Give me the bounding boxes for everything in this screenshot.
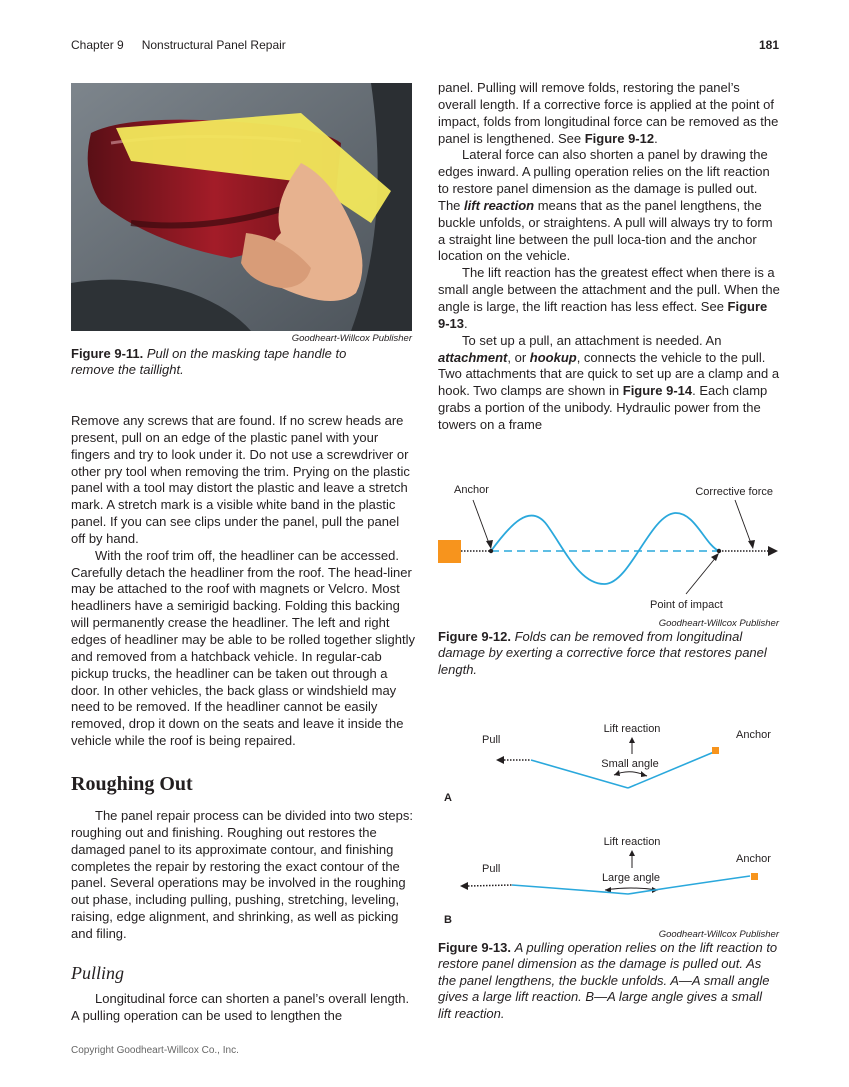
pull-chain <box>468 885 512 886</box>
figure-label: Figure 9-13. <box>438 940 511 955</box>
paragraph: panel. Pulling will remove folds, restoring the panel’s overall length. If a corrective force is applied at the point of impact, folds from longitudinal force can be removed as the panel is lengthened. See Figure 9-12. <box>438 80 779 146</box>
left-column-text <box>71 808 416 943</box>
anchor-block <box>712 747 719 754</box>
paragraph: The panel repair process can be divided into two steps: roughing out and finishing. Roughing out restores the damaged panel to its approximate contour, and finishing completes the repair by restoring the exact contour of the panel. Several operations may be involved in the roughing out phase, including pulling, pushing, stretching, leveling, raising, edge alignment, and shrinking, as well as picking and filing. <box>71 808 413 941</box>
figure-caption-text: Pull on the masking tape handle to remove the taillight. <box>71 346 347 378</box>
taillight-photo <box>71 83 412 331</box>
lift-reaction-label: Lift reaction <box>603 723 661 735</box>
running-header <box>71 38 286 52</box>
point-of-impact-label: Point of impact <box>650 599 723 611</box>
figure-label: Figure 9-12. <box>438 629 511 644</box>
figure-reference: Figure 9-12 <box>584 130 655 146</box>
lift-reaction-label: Lift reaction <box>603 836 661 848</box>
part-letter: B <box>444 914 452 926</box>
key-term: lift reaction <box>464 197 535 213</box>
figure-caption-text: Folds can be removed from longitudinal damage by exerting a corrective force that restores panel length. <box>438 629 767 677</box>
anchor-block <box>438 540 461 563</box>
pull-arrow-head <box>768 546 778 556</box>
chapter-number: Chapter 9 <box>71 38 124 52</box>
left-column-text <box>71 991 416 1025</box>
angle-arc <box>605 888 658 890</box>
angle-label: Small angle <box>601 758 659 770</box>
paragraph: The lift reaction has the greatest effect when there is a small angle between the attachment and the pull. When the angle is large, the lift reaction has less effect. See Figure 9-13. <box>438 265 780 331</box>
figure-caption-text: A pulling operation relies on the lift reaction to restore panel dimension as the damage is pulled out. As the panel lengthens, the buckle unfolds. A—A small angle gives a large lift reaction. B—A large angle gives a small lift reaction. <box>438 940 778 1021</box>
anchor-block <box>751 873 758 880</box>
right-column-text <box>438 80 780 434</box>
lift-reaction-diagram <box>430 718 790 943</box>
figure-credit: Goodheart-Willcox Publisher <box>658 929 779 940</box>
subsection-heading: Pulling <box>71 963 124 983</box>
key-term: hookup <box>529 349 577 365</box>
section-heading: Roughing Out <box>71 773 193 795</box>
paragraph: To set up a pull, an attachment is needed. An attachment, or hookup, connects the vehicle to the pull. Two attachments that are quick to set up are a clamp and a hook. Two clamps are shown in Figure 9-14. Each clamp grabs a portion of the unibody. Hydraulic power from the towers on a frame <box>438 332 780 432</box>
anchor-label: Anchor <box>736 853 771 865</box>
anchor-point <box>489 549 493 553</box>
pull-label: Pull <box>482 863 501 875</box>
figure-credit: Goodheart-Willcox Publisher <box>291 333 412 344</box>
anchor-label: Anchor <box>454 484 489 496</box>
figure-reference: Figure 9-13 <box>438 298 768 331</box>
left-column-text <box>71 413 416 750</box>
copyright-footer: Copyright Goodheart-Willcox Co., Inc. <box>71 1045 239 1056</box>
angle-label: Large angle <box>601 872 661 884</box>
paragraph: Longitudinal force can shorten a panel’s overall length. A pulling operation can be used to lengthen the <box>71 991 410 1023</box>
paragraph: Remove any screws that are found. If no screw heads are present, pull on an edge of the plastic panel with your fingers and try to look under it. Do not use a screwdriver or other pry tool when removing the trim. Prying on the plastic panel with a tool may distort the plastic and leave a stretch mark. A stretch mark is a visible white band in the plastic panel. If you can see clips under the panel, pull the panel off by hand. <box>71 413 410 546</box>
page-number: 181 <box>758 38 779 52</box>
part-letter: A <box>444 792 452 804</box>
anchor-label: Anchor <box>736 729 771 741</box>
paragraph: Lateral force can also shorten a panel by drawing the edges inward. A pulling operation relies on the lift reaction to restore panel dimension as the damage is pulled out. The lift reaction means that as the panel lengthens, the buckle unfolds, or straightens. A pull will always try to form a straight line between the pull loca-tion and the anchor location on the vehicle. <box>438 147 773 264</box>
figure-caption <box>71 346 381 379</box>
figure-credit: Goodheart-Willcox Publisher <box>658 618 779 629</box>
corrective-force-label: Corrective force <box>695 486 773 498</box>
key-term: attachment <box>438 349 508 365</box>
figure-caption <box>438 629 773 678</box>
figure-caption <box>438 940 778 1022</box>
figure-reference: Figure 9-14 <box>622 383 693 399</box>
pull-label: Pull <box>482 734 501 746</box>
paragraph: With the roof trim off, the headliner can be accessed. Carefully detach the headliner from the roof. The head-liner may be attached to the roof with magnets or Velcro. Most headliners have a semirigid backing. Folding this backing will permanently crease the headliner. The left and right edges of headliner may be able to be rolled together slightly and removed from a hatchback vehicle. In regular-cab pickup trucks, the headliner can be taken out through a door. In other vehicles, the back glass or windshield may need to be removed. If the headliner cannot be easily removed, drop it down on the seats and leave it inside the vehicle while the roof is being repaired. <box>71 547 415 749</box>
figure-label: Figure 9-11. <box>71 346 144 361</box>
chapter-title: Nonstructural Panel Repair <box>141 38 286 52</box>
fold-removal-diagram <box>430 480 790 630</box>
folded-panel-curve <box>491 513 719 584</box>
